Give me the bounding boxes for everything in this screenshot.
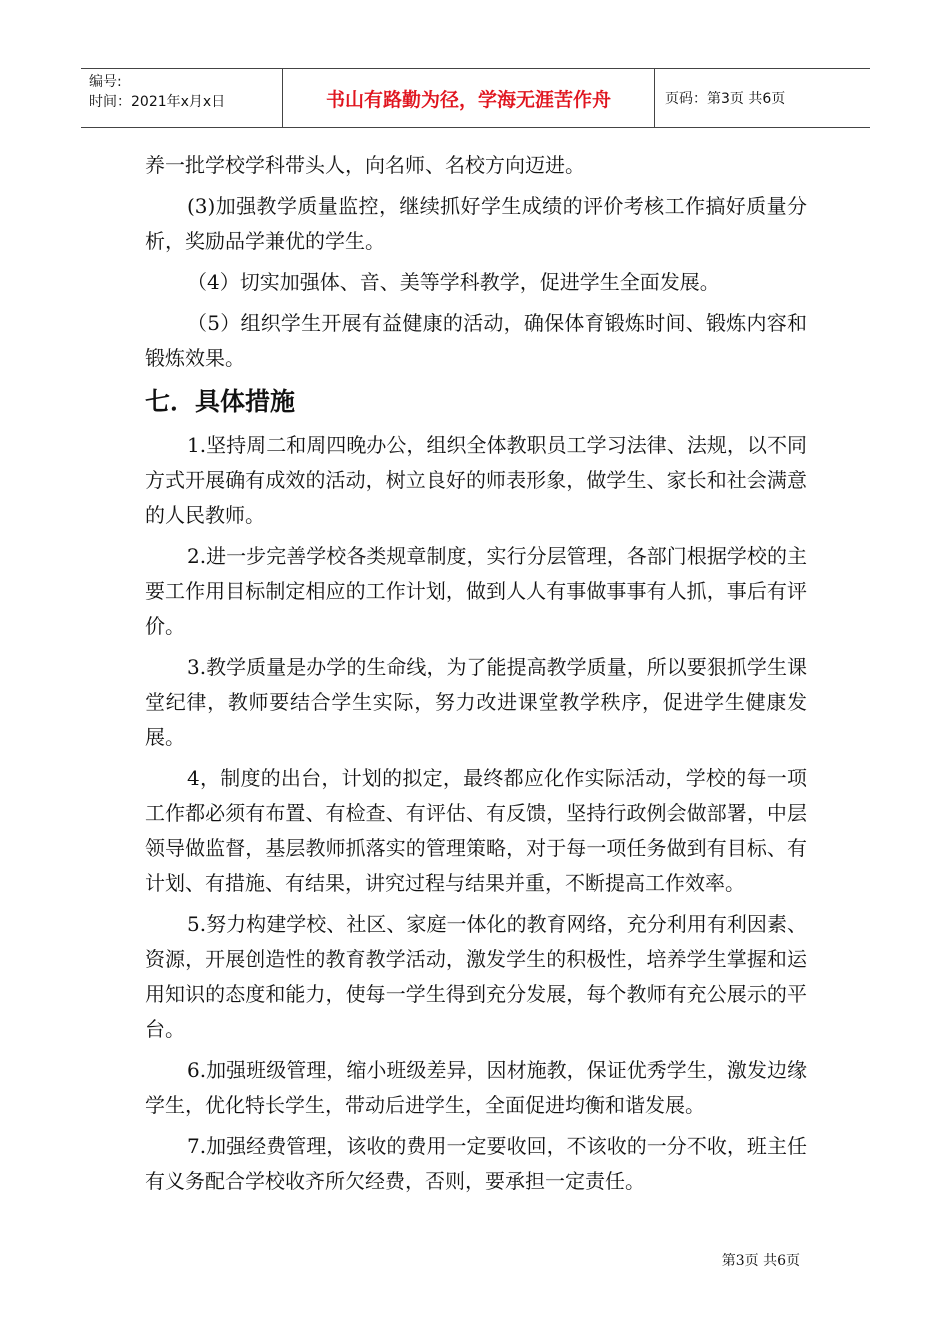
paragraph: 4，制度的出台，计划的拟定，最终都应化作实际活动，学校的每一项工作都必须有布置、有检查、有评估、有反馈，坚持行政例会做部署，中层领导做监督，基层教师抓落实的管理策略，对于每一项任务做到有目标、有计划、有措施、有结果，讲究过程与结果并重，不断提高工作效率。 xyxy=(145,766,807,895)
section-heading: 七．具体措施 xyxy=(145,387,296,416)
paragraph: （4）切实加强体、音、美等学科教学，促进学生全面发展。 xyxy=(187,270,720,294)
paragraph: 养一批学校学科带头人，向名师、名校方向迈进。 xyxy=(145,153,585,177)
paragraph: 2.进一步完善学校各类规章制度，实行分层管理，各部门根据学校的主要工作用目标制定相应的工作计划，做到人人有事做事事有人抓，事后有评价。 xyxy=(145,544,807,638)
header-meta xyxy=(81,69,282,127)
paragraph: （5）组织学生开展有益健康的活动，确保体育锻炼时间、锻炼内容和锻炼效果。 xyxy=(145,311,807,370)
paragraph: (3)加强教学质量监控，继续抓好学生成绩的评价考核工作搞好质量分析，奖励品学兼优的学生。 xyxy=(145,194,807,253)
header-motto: 书山有路勤为径，学海无涯苦作舟 xyxy=(282,69,655,127)
number-label: 编号: xyxy=(89,74,122,90)
time-label: 时间：2021年x月x日 xyxy=(89,94,226,110)
paragraph: 7.加强经费管理，该收的费用一定要收回，不该收的一分不收，班主任有义务配合学校收齐所欠经费，否则，要承担一定责任。 xyxy=(145,1134,807,1193)
page-footer: 第3页 共6页 xyxy=(721,1253,800,1269)
document-body xyxy=(145,148,807,1205)
paragraph: 3.教学质量是办学的生命线，为了能提高教学质量，所以要狠抓学生课堂纪律，教师要结合学生实际，努力改进课堂教学秩序，促进学生健康发展。 xyxy=(145,655,807,749)
paragraph: 1.坚持周二和周四晚办公，组织全体教职员工学习法律、法规，以不同方式开展确有成效的活动，树立良好的师表形象，做学生、家长和社会满意的人民教师。 xyxy=(145,433,807,527)
page-header xyxy=(81,68,870,128)
header-page-info: 页码：第3页 共6页 xyxy=(665,91,786,107)
paragraph: 6.加强班级管理，缩小班级差异，因材施教，保证优秀学生，激发边缘学生，优化特长学生，带动后进学生，全面促进均衡和谐发展。 xyxy=(145,1058,807,1117)
paragraph: 5.努力构建学校、社区、家庭一体化的教育网络，充分利用有利因素、资源，开展创造性的教育教学活动，激发学生的积极性，培养学生掌握和运用知识的态度和能力，使每一学生得到充分发展，每个教师有充公展示的平台。 xyxy=(145,912,807,1041)
